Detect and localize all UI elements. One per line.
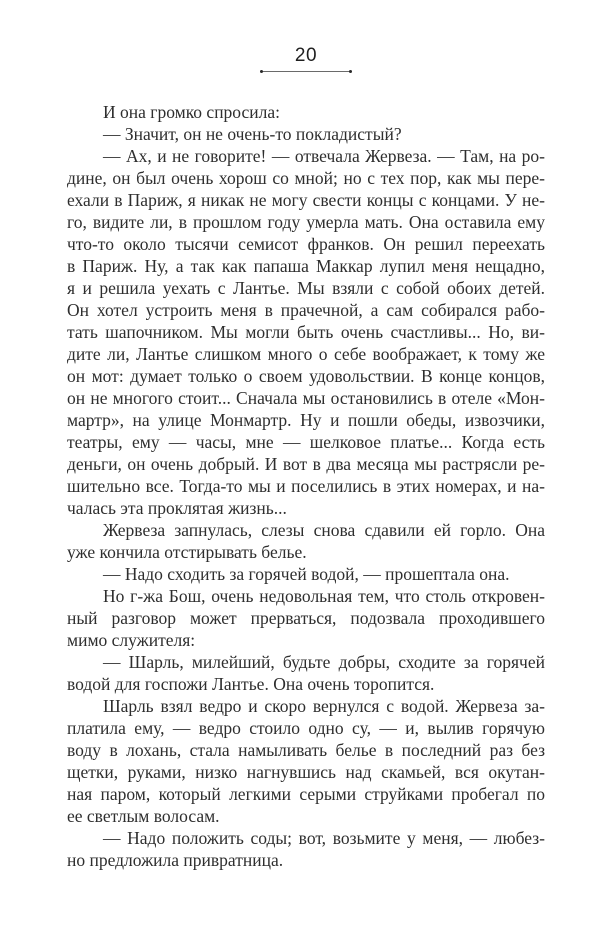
text-line: мимо служителя: <box>67 630 196 650</box>
text-line: — Ах, и не говорите! — отвечала Жервеза. — Там, на ро- <box>103 146 545 166</box>
text-line: Жервеза запнулась, слезы снова сдавили ей горло. Она <box>103 520 545 540</box>
page-number: 20 <box>294 45 318 66</box>
text-line: — Надо сходить за горячей водой, — прошептала она. <box>103 564 510 584</box>
text-line: он не многого стоит... Сначала мы остановились в отеле «Мон- <box>67 388 545 408</box>
text-line: — Шарль, милейший, будьте добры, сходите за горячей <box>103 652 545 672</box>
text-line: воду в лохань, стала намыливать белье в последний раз без <box>67 740 545 760</box>
text-line: — Значит, он не очень-то покладистый? <box>103 124 402 144</box>
text-line: И она громко спросила: <box>103 102 280 122</box>
text-line: уже кончила отстирывать белье. <box>67 542 307 562</box>
text-line: мартр», на улице Монмартр. Ну и пошли обеды, извозчики, <box>67 410 545 430</box>
text-line: платила ему, — ведро стоило одно су, — и, вылив горячую <box>67 718 545 738</box>
text-line: ная паром, который легкими серыми струйками пробегал по <box>67 784 545 804</box>
text-line: дите ли, Лантье слишком много о себе воображает, к тому же <box>67 344 545 364</box>
rule-end-dot-left <box>260 70 263 73</box>
text-line: театры, ему — часы, мне — шелковое платье... Когда есть <box>67 432 545 452</box>
text-line: водой для госпожи Лантье. Она очень торопится. <box>67 674 435 694</box>
text-line: дине, он был очень хорош со мной; но с тех пор, как мы пере- <box>67 168 545 188</box>
text-line: чалась эта проклятая жизнь... <box>67 498 287 518</box>
text-line: щетки, руками, низко нагнувшись над скамьей, вся окутан- <box>67 762 545 782</box>
text-line: деньги, он очень добрый. И вот в два месяца мы растрясли ре- <box>67 454 545 474</box>
text-line: ехали в Париж, я никак не могу свести концы с концами. У не- <box>67 190 545 210</box>
text-line: но предложила привратница. <box>67 850 284 870</box>
text-line: Шарль взял ведро и скоро вернулся с водой. Жервеза за- <box>103 696 545 716</box>
page-header <box>67 46 545 72</box>
text-line: — Надо положить соды; вот, возьмите у меня, — любез- <box>103 828 545 848</box>
text-line: шительно все. Тогда-то мы и поселились в этих номерах, и на- <box>67 476 545 496</box>
header-rule-ornament <box>261 71 351 72</box>
text-line: Но г-жа Бош, очень недовольная тем, что столь откровен- <box>103 586 545 606</box>
text-block <box>67 101 545 871</box>
text-line: го, видите ли, в прошлом году умерла мать. Она оставила ему <box>67 212 545 232</box>
text-line: в Париж. Ну, а так как папаша Маккар лупил меня нещадно, <box>67 256 545 276</box>
rule-end-dot-right <box>349 70 352 73</box>
text-line: тать шапочником. Мы могли быть очень счастливы... Но, ви- <box>67 322 545 342</box>
text-line: Он хотел устроить меня в прачечной, а сам собирался рабо- <box>67 300 545 320</box>
text-line: что-то около тысячи семисот франков. Он решил переехать <box>67 234 545 254</box>
text-line: он мот: думает только о своем удовольствии. В конце концов, <box>67 366 545 386</box>
text-line: ее светлым волосам. <box>67 806 220 826</box>
text-line: я и решила уехать с Лантье. Мы взяли с собой обоих детей. <box>67 278 545 298</box>
text-line: ный разговор может прерваться, подозвала проходившего <box>67 608 545 628</box>
